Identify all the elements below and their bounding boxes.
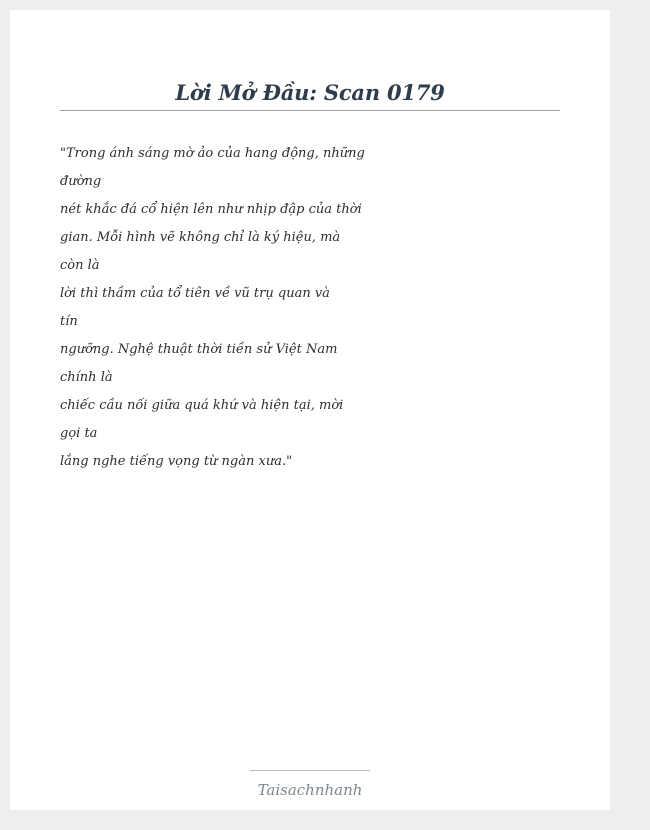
title-divider — [60, 110, 560, 111]
body-line: lời thì thầm của tổ tiên về vũ trụ quan và — [60, 286, 330, 301]
body-line: tín — [60, 314, 78, 329]
body-line: đường — [60, 174, 102, 189]
body-line: lắng nghe tiếng vọng từ ngàn xưa." — [60, 454, 293, 469]
body-line: chiếc cầu nối giữa quá khứ và hiện tại, mời — [60, 398, 344, 413]
footer-brand: Taisachnhanh — [257, 781, 363, 799]
body-paragraph — [60, 140, 365, 476]
body-line: nét khắc đá cổ hiện lên như nhịp đập của thời — [60, 202, 362, 217]
body-line: còn là — [60, 258, 100, 273]
document-page — [10, 10, 610, 810]
body-line: gian. Mỗi hình vẽ không chỉ là ký hiệu, mà — [60, 230, 341, 245]
body-line: gọi ta — [60, 426, 98, 441]
footer-divider — [250, 770, 370, 771]
body-line: chính là — [60, 370, 113, 385]
page-title: Lời Mở Đầu: Scan 0179 — [175, 80, 445, 105]
body-line: "Trong ánh sáng mờ ảo của hang động, những — [60, 146, 365, 161]
body-line: ngưỡng. Nghệ thuật thời tiền sử Việt Nam — [60, 342, 338, 357]
